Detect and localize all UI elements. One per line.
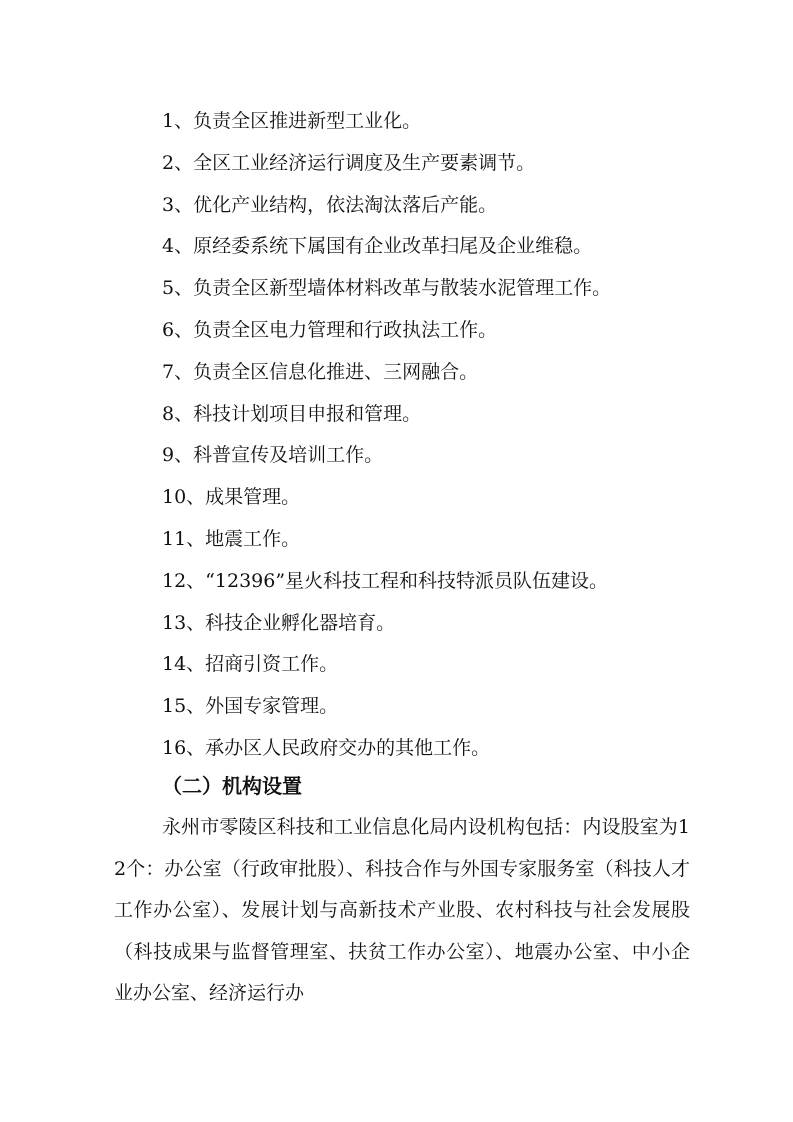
list-item: 8、科技计划项目申报和管理。 (162, 402, 422, 425)
list-item: 9、科普宣传及培训工作。 (162, 444, 384, 467)
list-item: 4、原经委系统下属国有企业改革扫尾及企业维稳。 (162, 235, 593, 258)
list-item: 12、“12396”星火科技工程和科技特派员队伍建设。 (162, 569, 609, 592)
list-item: 10、成果管理。 (162, 486, 301, 509)
list-item: 14、招商引资工作。 (162, 653, 339, 676)
list-item: 11、地震工作。 (162, 527, 301, 550)
list-item: 3、优化产业结构，依法淘汰落后产能。 (162, 193, 498, 216)
list-item: 16、承办区人民政府交办的其他工作。 (162, 736, 491, 759)
list-item: 2、全区工业经济运行调度及生产要素调节。 (162, 151, 536, 174)
list-item: 13、科技企业孵化器培育。 (162, 611, 396, 634)
body-paragraph: 永州市零陵区科技和工业信息化局内设机构包括：内设股室为12个：办公室（行政审批股）、科技合作与外国专家服务室（科技人才工作办公室）、发展计划与高新技术产业股、农村科技与社会发展股（科技成果与监督管理室、扶贫工作办公室）、地震办公室、中小企业办公室、经济运行办 (114, 816, 690, 1004)
list-item: 7、负责全区信息化推进、三网融合。 (162, 360, 479, 383)
list-item: 15、外国专家管理。 (162, 695, 339, 718)
duties-list (162, 101, 722, 770)
list-item: 6、负责全区电力管理和行政执法工作。 (162, 318, 498, 341)
list-item: 5、负责全区新型墙体材料改革与散装水泥管理工作。 (162, 277, 612, 300)
section-heading: （二）机构设置 (162, 774, 302, 798)
list-item: 1、负责全区推进新型工业化。 (162, 110, 422, 132)
